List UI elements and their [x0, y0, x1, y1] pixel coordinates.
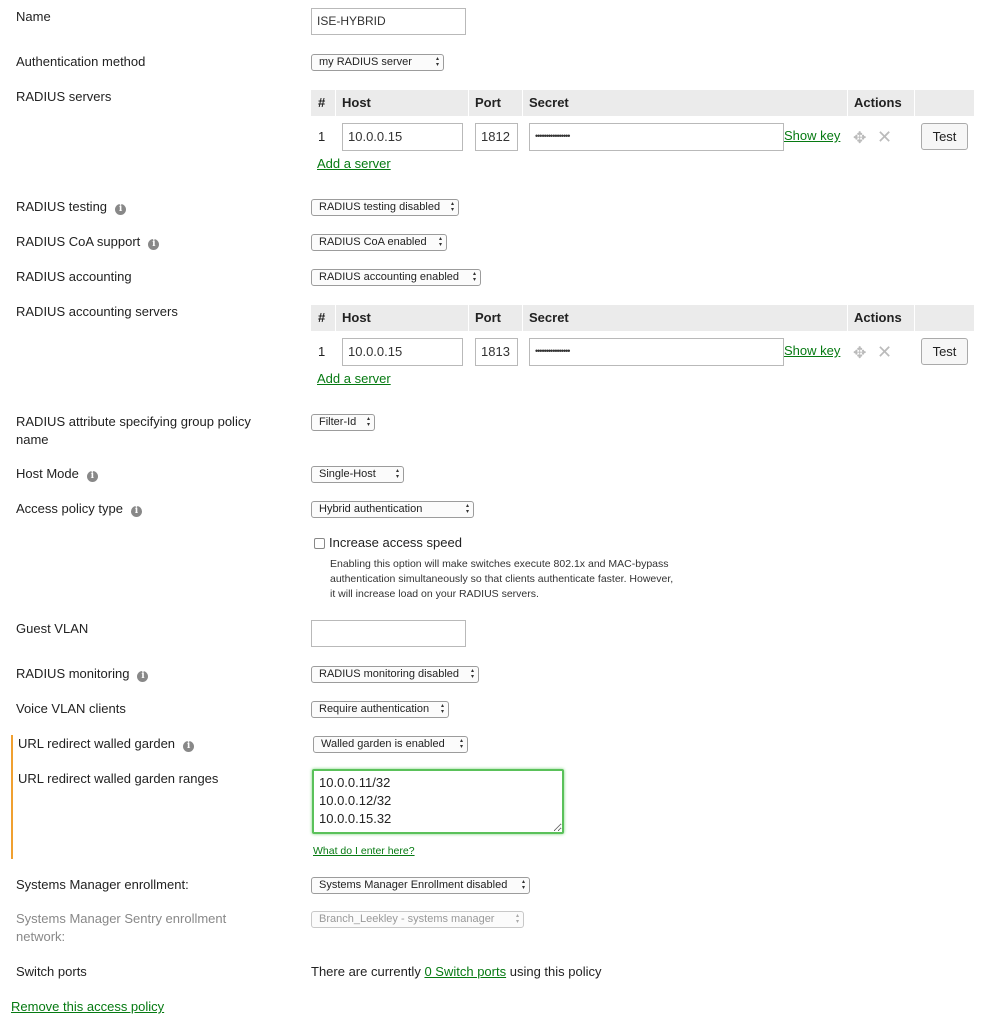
col-port: Port	[475, 310, 501, 325]
radius-accounting-label: RADIUS accounting	[16, 269, 132, 284]
col-secret: Secret	[529, 310, 569, 325]
col-host: Host	[342, 95, 371, 110]
radius-testing-label: RADIUS testing i	[16, 198, 126, 216]
info-icon[interactable]: i	[87, 471, 98, 482]
voice-vlan-label: Voice VLAN clients	[16, 701, 126, 716]
move-icon[interactable]: ✥	[853, 345, 867, 362]
col-actions: Actions	[854, 310, 902, 325]
name-label: Name	[16, 9, 51, 24]
acct-servers-label: RADIUS accounting servers	[16, 304, 178, 319]
guest-vlan-input[interactable]	[311, 620, 466, 647]
acct-servers-header	[311, 305, 974, 331]
walled-garden-label: URL redirect walled garden i	[18, 735, 194, 753]
radius-servers-header	[311, 90, 974, 116]
col-num: #	[318, 95, 326, 110]
auth-method-label: Authentication method	[16, 54, 146, 69]
guest-vlan-label: Guest VLAN	[16, 621, 89, 636]
delete-icon[interactable]: ✕	[877, 127, 893, 147]
increase-speed-help: Enabling this option will make switches execute 802.1x and MAC-bypass authentication simultaneously so that clients authenticate faster. However, it will increase load on your RADIUS servers.	[330, 558, 674, 600]
col-actions: Actions	[854, 95, 902, 110]
col-secret: Secret	[529, 95, 569, 110]
col-host: Host	[342, 310, 371, 325]
radius-monitoring-label: RADIUS monitoring i	[16, 665, 148, 683]
increase-speed-label: Increase access speed	[329, 535, 462, 550]
info-icon[interactable]: i	[137, 671, 148, 682]
name-input[interactable]: ISE-HYBRID	[311, 8, 466, 35]
delete-icon[interactable]: ✕	[877, 342, 893, 362]
info-icon[interactable]: i	[131, 506, 142, 517]
show-key-link[interactable]: Show key	[784, 128, 841, 143]
walled-ranges-label: URL redirect walled garden ranges	[18, 771, 219, 786]
show-key-link[interactable]: Show key	[784, 343, 841, 358]
switch-ports-text: There are currently 0 Switch ports using this policy	[311, 964, 602, 979]
group-policy-attr-select[interactable]: Filter-Id ▴ ▾	[311, 414, 375, 431]
sm-enrollment-label: Systems Manager enrollment:	[16, 877, 189, 892]
radius-testing-select[interactable]: RADIUS testing disabled ▴ ▾	[311, 199, 459, 216]
walled-garden-select[interactable]: Walled garden is enabled ▴ ▾	[313, 736, 468, 753]
radius-coa-label: RADIUS CoA support i	[16, 233, 159, 251]
add-server-link[interactable]: Add a server	[317, 156, 391, 171]
col-port: Port	[475, 95, 501, 110]
acct-secret-input[interactable]: ••••••••••••••••	[529, 338, 784, 366]
add-acct-server-link[interactable]: Add a server	[317, 371, 391, 386]
radius-coa-select[interactable]: RADIUS CoA enabled ▴ ▾	[311, 234, 447, 251]
remove-policy-link[interactable]: Remove this access policy	[11, 999, 165, 1014]
access-policy-type-label: Access policy type i	[16, 500, 142, 518]
access-policy-type-select[interactable]: Hybrid authentication ▴ ▾	[311, 501, 474, 518]
row-num: 1	[318, 344, 326, 359]
info-icon[interactable]: i	[183, 741, 194, 752]
port-input[interactable]: 1812	[475, 123, 518, 151]
host-mode-label: Host Mode i	[16, 465, 98, 483]
info-icon[interactable]: i	[115, 204, 126, 215]
sm-sentry-label: Systems Manager Sentry enrollment network:	[16, 911, 227, 944]
increase-speed-checkbox[interactable]	[314, 538, 325, 549]
switch-ports-link[interactable]: 0 Switch ports	[424, 964, 507, 979]
walled-ranges-textarea[interactable]	[312, 769, 564, 834]
col-num: #	[318, 310, 326, 325]
secret-input[interactable]: ••••••••••••••••	[529, 123, 784, 151]
radius-monitoring-select[interactable]: RADIUS monitoring disabled ▴ ▾	[311, 666, 479, 683]
radius-servers-label: RADIUS servers	[16, 89, 112, 104]
changed-indicator	[11, 735, 13, 859]
radius-accounting-select[interactable]: RADIUS accounting enabled ▴ ▾	[311, 269, 481, 286]
sm-sentry-select: Branch_Leekley - systems manager ▴ ▾	[311, 911, 524, 928]
walled-ranges-help-link[interactable]: What do I enter here?	[313, 845, 415, 857]
group-policy-attr-label: RADIUS attribute specifying group policy name	[16, 414, 251, 447]
host-mode-select[interactable]: Single-Host ▴ ▾	[311, 466, 404, 483]
sm-enrollment-select[interactable]: Systems Manager Enrollment disabled ▴ ▾	[311, 877, 530, 894]
acct-host-input[interactable]: 10.0.0.15	[342, 338, 463, 366]
auth-method-select[interactable]: my RADIUS server ▴ ▾	[311, 54, 444, 71]
switch-ports-label: Switch ports	[16, 964, 87, 979]
test-button[interactable]: Test	[921, 123, 968, 150]
row-num: 1	[318, 129, 326, 144]
info-icon[interactable]: i	[148, 239, 159, 250]
move-icon[interactable]: ✥	[853, 130, 867, 147]
voice-vlan-select[interactable]: Require authentication ▴ ▾	[311, 701, 449, 718]
host-input[interactable]: 10.0.0.15	[342, 123, 463, 151]
acct-test-button[interactable]: Test	[921, 338, 968, 365]
acct-port-input[interactable]: 1813	[475, 338, 518, 366]
